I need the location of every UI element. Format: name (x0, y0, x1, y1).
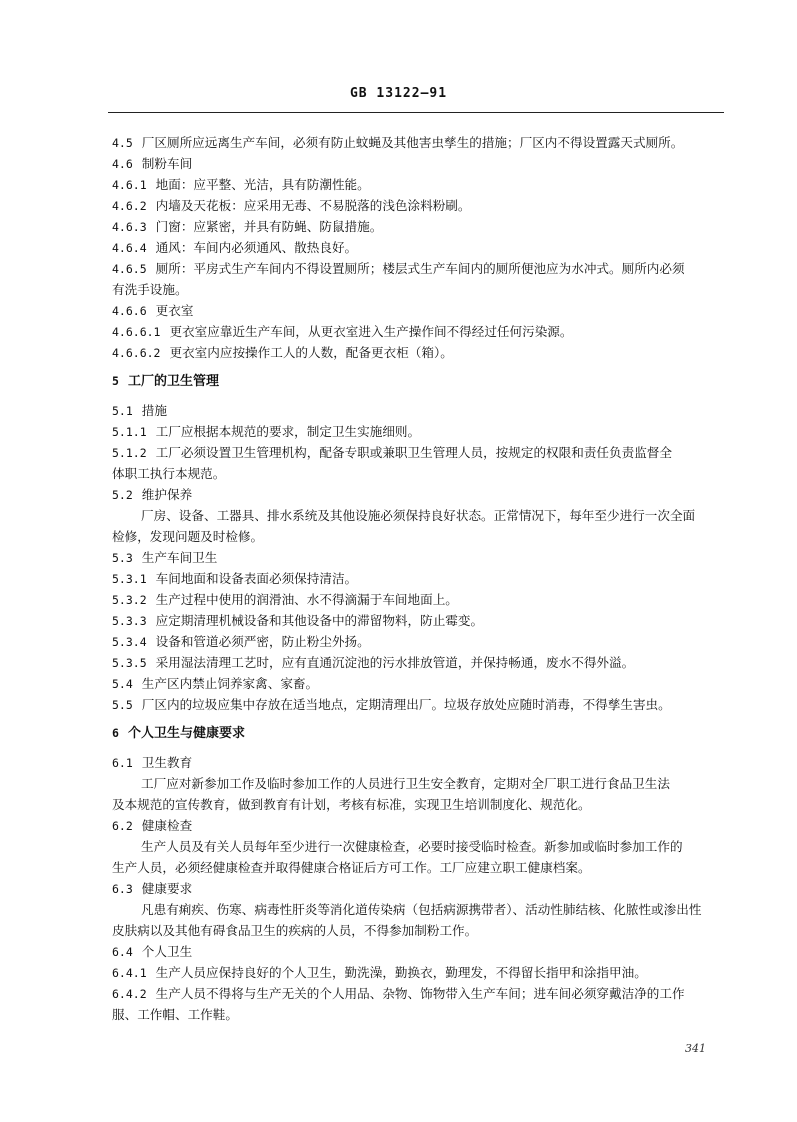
clause-line (112, 216, 724, 237)
clause-line (112, 857, 724, 878)
clause-text: 内墙及天花板：应采用无毒、不易脱落的浅色涂料粉刷。 (155, 198, 471, 213)
clause-text: 生产人员应保持良好的个人卫生，勤洗澡，勤换衣，勤理发，不得留长指甲和涂指甲油。 (155, 965, 647, 980)
clause-number: 6.3 (112, 882, 133, 896)
clause-line (112, 421, 724, 442)
clause-line (112, 652, 724, 673)
clause-text: 工厂应对新参加工作及临时参加工作的人员进行卫生安全教育，定期对全厂职工进行食品卫生法 (141, 776, 670, 791)
clause-line (112, 195, 724, 216)
clause-number: 4.5 (112, 136, 133, 150)
clause-text: 服、工作帽、工作鞋。 (112, 1007, 238, 1022)
clause-number: 4.6.6.1 (112, 325, 161, 339)
clause-line (112, 962, 724, 983)
clause-line (112, 773, 724, 794)
clause-text: 车间地面和设备表面必须保持清洁。 (155, 571, 358, 586)
clause-line (112, 132, 724, 153)
clause-text: 生产过程中使用的润滑油、水不得滴漏于车间地面上。 (155, 592, 458, 607)
clause-line (112, 568, 724, 589)
clause-text: 厕所：平房式生产车间内不得设置厕所；楼层式生产车间内的厕所便池应为水冲式。厕所内必须 (155, 261, 685, 276)
section-heading (112, 371, 724, 392)
page-number: 341 (685, 1042, 706, 1055)
clause-line (112, 279, 724, 300)
clause-line (112, 694, 724, 715)
clause-text: 生产车间卫生 (141, 550, 218, 565)
clause-number: 6 (112, 726, 119, 740)
clause-number: 5.1.1 (112, 425, 147, 439)
clause-line (112, 258, 724, 279)
clause-number: 5.5 (112, 698, 133, 712)
clause-line (112, 878, 724, 899)
clause-text: 厂区厕所应远离生产车间，必须有防止蚊蝇及其他害虫孳生的措施；厂区内不得设置露天式厕所。 (141, 135, 684, 150)
clause-line (112, 610, 724, 631)
clause-number: 5.3.3 (112, 614, 147, 628)
clause-line (112, 673, 724, 694)
section-heading (112, 723, 724, 744)
clause-line (112, 237, 724, 258)
clause-line (112, 941, 724, 962)
clause-line (112, 589, 724, 610)
clause-text: 及本规范的宣传教育，做到教育有计划，考核有标准，实现卫生培训制度化、规范化。 (112, 797, 591, 812)
clause-number: 4.6.2 (112, 199, 147, 213)
clause-number: 5.3.5 (112, 656, 147, 670)
clause-number: 4.6.5 (112, 262, 147, 276)
clause-line (112, 794, 724, 815)
clause-number: 5.4 (112, 677, 133, 691)
clause-line (112, 1004, 724, 1025)
clause-number: 6.4.1 (112, 966, 147, 980)
clause-text: 生产人员及有关人员每年至少进行一次健康检查，必要时接受临时检查。新参加或临时参加工作的 (141, 839, 683, 854)
clause-number: 6.4.2 (112, 987, 147, 1001)
clause-text: 检修，发现问题及时检修。 (112, 529, 264, 544)
clause-line (112, 815, 724, 836)
clause-text: 通风：车间内必须通风、散热良好。 (155, 240, 358, 255)
clause-text: 工厂必须设置卫生管理机构，配备专职或兼职卫生管理人员，按规定的权限和责任负责监督全 (155, 445, 672, 460)
clause-text: 凡患有痢疾、伤寒、病毒性肝炎等消化道传染病（包括病源携带者）、活动性肺结核、化脓性或渗出性 (141, 902, 702, 917)
document-body (112, 132, 724, 1025)
clause-number: 5.3 (112, 551, 133, 565)
clause-line (112, 153, 724, 174)
clause-text: 生产区内禁止饲养家禽、家畜。 (141, 676, 319, 691)
clause-number: 5.2 (112, 488, 133, 502)
clause-text: 个人卫生与健康要求 (127, 726, 245, 741)
clause-number: 5.3.2 (112, 593, 147, 607)
standard-code-header: GB 13122—91 (349, 86, 448, 101)
clause-line (112, 983, 724, 1004)
clause-line (112, 400, 724, 421)
clause-number: 4.6.3 (112, 220, 147, 234)
clause-text: 卫生教育 (141, 755, 193, 770)
clause-line (112, 526, 724, 547)
clause-number: 5.3.1 (112, 572, 147, 586)
clause-line (112, 547, 724, 568)
clause-line (112, 899, 724, 920)
clause-line (112, 442, 724, 463)
clause-number: 4.6.1 (112, 178, 147, 192)
clause-number: 6.2 (112, 819, 133, 833)
clause-text: 采用湿法清理工艺时，应有直通沉淀池的污水排放管道，并保持畅通，废水不得外溢。 (155, 655, 635, 670)
clause-text: 工厂的卫生管理 (127, 374, 219, 389)
clause-line (112, 836, 724, 857)
clause-number: 6.4 (112, 945, 133, 959)
clause-text: 更衣室 (155, 303, 194, 318)
clause-text: 维护保养 (141, 487, 193, 502)
clause-text: 更衣室应靠近生产车间，从更衣室进入生产操作间不得经过任何污染源。 (169, 324, 573, 339)
clause-number: 4.6.6 (112, 304, 147, 318)
clause-line (112, 174, 724, 195)
clause-number: 4.6.4 (112, 241, 147, 255)
clause-text: 门窗：应紧密，并具有防蝇、防鼠措施。 (155, 219, 383, 234)
clause-number: 6.1 (112, 756, 133, 770)
clause-number: 4.6.6.2 (112, 346, 161, 360)
clause-text: 有洗手设施。 (112, 282, 188, 297)
clause-text: 更衣室内应按操作工人的人数，配备更衣柜（箱）。 (169, 345, 453, 360)
clause-line (112, 300, 724, 321)
clause-text: 地面：应平整、光洁，具有防潮性能。 (155, 177, 370, 192)
clause-text: 制粉车间 (141, 156, 193, 171)
clause-text: 设备和管道必须严密，防止粉尘外扬。 (155, 634, 370, 649)
clause-line (112, 321, 724, 342)
clause-number: 4.6 (112, 157, 133, 171)
clause-text: 健康检查 (141, 818, 193, 833)
clause-text: 生产人员，必须经健康检查并取得健康合格证后方可工作。工厂应建立职工健康档案。 (112, 860, 591, 875)
clause-text: 皮肤病以及其他有碍食品卫生的疾病的人员，不得参加制粉工作。 (112, 923, 478, 938)
clause-number: 5 (112, 374, 119, 388)
clause-line (112, 631, 724, 652)
clause-text: 工厂应根据本规范的要求，制定卫生实施细则。 (155, 424, 421, 439)
clause-line (112, 920, 724, 941)
clause-number: 5.1 (112, 404, 133, 418)
clause-number: 5.1.2 (112, 446, 147, 460)
clause-line (112, 752, 724, 773)
clause-text: 措施 (141, 403, 167, 418)
clause-text: 厂区内的垃圾应集中存放在适当地点，定期清理出厂。垃圾存放处应随时消毒，不得孳生害虫。 (141, 697, 671, 712)
clause-text: 健康要求 (141, 881, 193, 896)
clause-text: 个人卫生 (141, 944, 193, 959)
clause-text: 应定期清理机械设备和其他设备中的滞留物料，防止霉变。 (155, 613, 484, 628)
clause-text: 体职工执行本规范。 (112, 466, 226, 481)
clause-number: 5.3.4 (112, 635, 147, 649)
clause-text: 生产人员不得将与生产无关的个人用品、杂物、饰物带入生产车间；进车间必须穿戴洁净的工作 (155, 986, 685, 1001)
clause-line (112, 505, 724, 526)
clause-line (112, 484, 724, 505)
clause-text: 厂房、设备、工器具、排水系统及其他设施必须保持良好状态。正常情况下，每年至少进行一次全面 (141, 508, 696, 523)
clause-line (112, 342, 724, 363)
clause-line (112, 463, 724, 484)
header-rule (108, 112, 724, 113)
